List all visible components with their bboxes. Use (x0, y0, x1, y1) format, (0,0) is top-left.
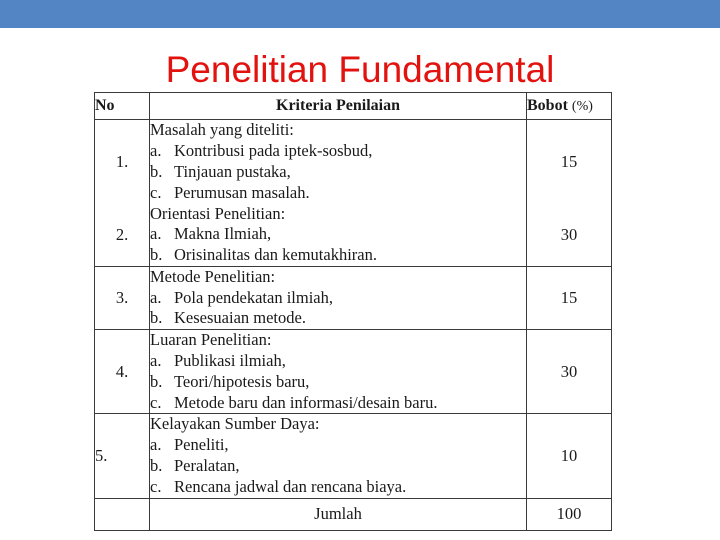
criteria-table (94, 92, 612, 531)
total-label: Jumlah (150, 498, 527, 530)
header-kriteria: Kriteria Penilaian (150, 93, 527, 120)
criteria-heading: Kelayakan Sumber Daya: (150, 414, 320, 434)
row-number: 3. (95, 266, 150, 329)
list-item: a. Makna Ilmiah, (150, 224, 272, 244)
list-item: b. Orisinalitas dan kemutakhiran. (150, 245, 377, 265)
top-accent-bar (0, 0, 720, 28)
criteria-cell (150, 414, 527, 498)
list-item: b. Kesesuaian metode. (150, 308, 306, 328)
criteria-cell (150, 330, 527, 414)
table-row (95, 120, 612, 204)
total-row (95, 498, 612, 530)
list-item: c. Metode baru dan informasi/desain baru. (150, 392, 438, 412)
criteria-heading: Masalah yang diteliti: (150, 120, 294, 140)
slide-title: Penelitian Fundamental (165, 49, 555, 90)
list-item: a. Publikasi ilmiah, (150, 351, 286, 371)
criteria-heading: Metode Penelitian: (150, 266, 276, 286)
row-bobot: 30 (527, 204, 612, 267)
list-item: b. Tinjauan pustaka, (150, 161, 291, 181)
criteria-cell (150, 204, 527, 267)
row-number: 1. (95, 120, 150, 204)
row-bobot: 30 (527, 330, 612, 414)
list-item: a. Kontribusi pada iptek-sosbud, (150, 140, 373, 160)
row-bobot: 10 (527, 414, 612, 498)
list-item: c. Perumusan masalah. (150, 182, 310, 202)
row-number: 2. (95, 204, 150, 267)
table-row (95, 330, 612, 414)
header-bobot-unit: (%) (571, 99, 593, 114)
table-row (95, 204, 612, 267)
row-number: 5. (95, 414, 150, 498)
header-no: No (95, 93, 150, 120)
criteria-heading: Orientasi Penelitian: (150, 203, 286, 223)
criteria-cell (150, 120, 527, 204)
total-no-cell (95, 498, 150, 530)
row-number: 4. (95, 330, 150, 414)
row-bobot: 15 (527, 120, 612, 204)
table-header-row (95, 93, 612, 120)
criteria-cell (150, 266, 527, 329)
row-bobot: 15 (527, 266, 612, 329)
table-row (95, 266, 612, 329)
criteria-heading: Luaran Penelitian: (150, 330, 272, 350)
header-bobot-label: Bobot (527, 97, 568, 114)
list-item: c. Rencana jadwal dan rencana biaya. (150, 476, 407, 496)
total-value: 100 (527, 498, 612, 530)
list-item: b. Peralatan, (150, 456, 240, 476)
list-item: b. Teori/hipotesis baru, (150, 371, 310, 391)
list-item: a. Pola pendekatan ilmiah, (150, 287, 333, 307)
list-item: a. Peneliti, (150, 435, 229, 455)
table-row (95, 414, 612, 498)
header-bobot (527, 93, 612, 120)
